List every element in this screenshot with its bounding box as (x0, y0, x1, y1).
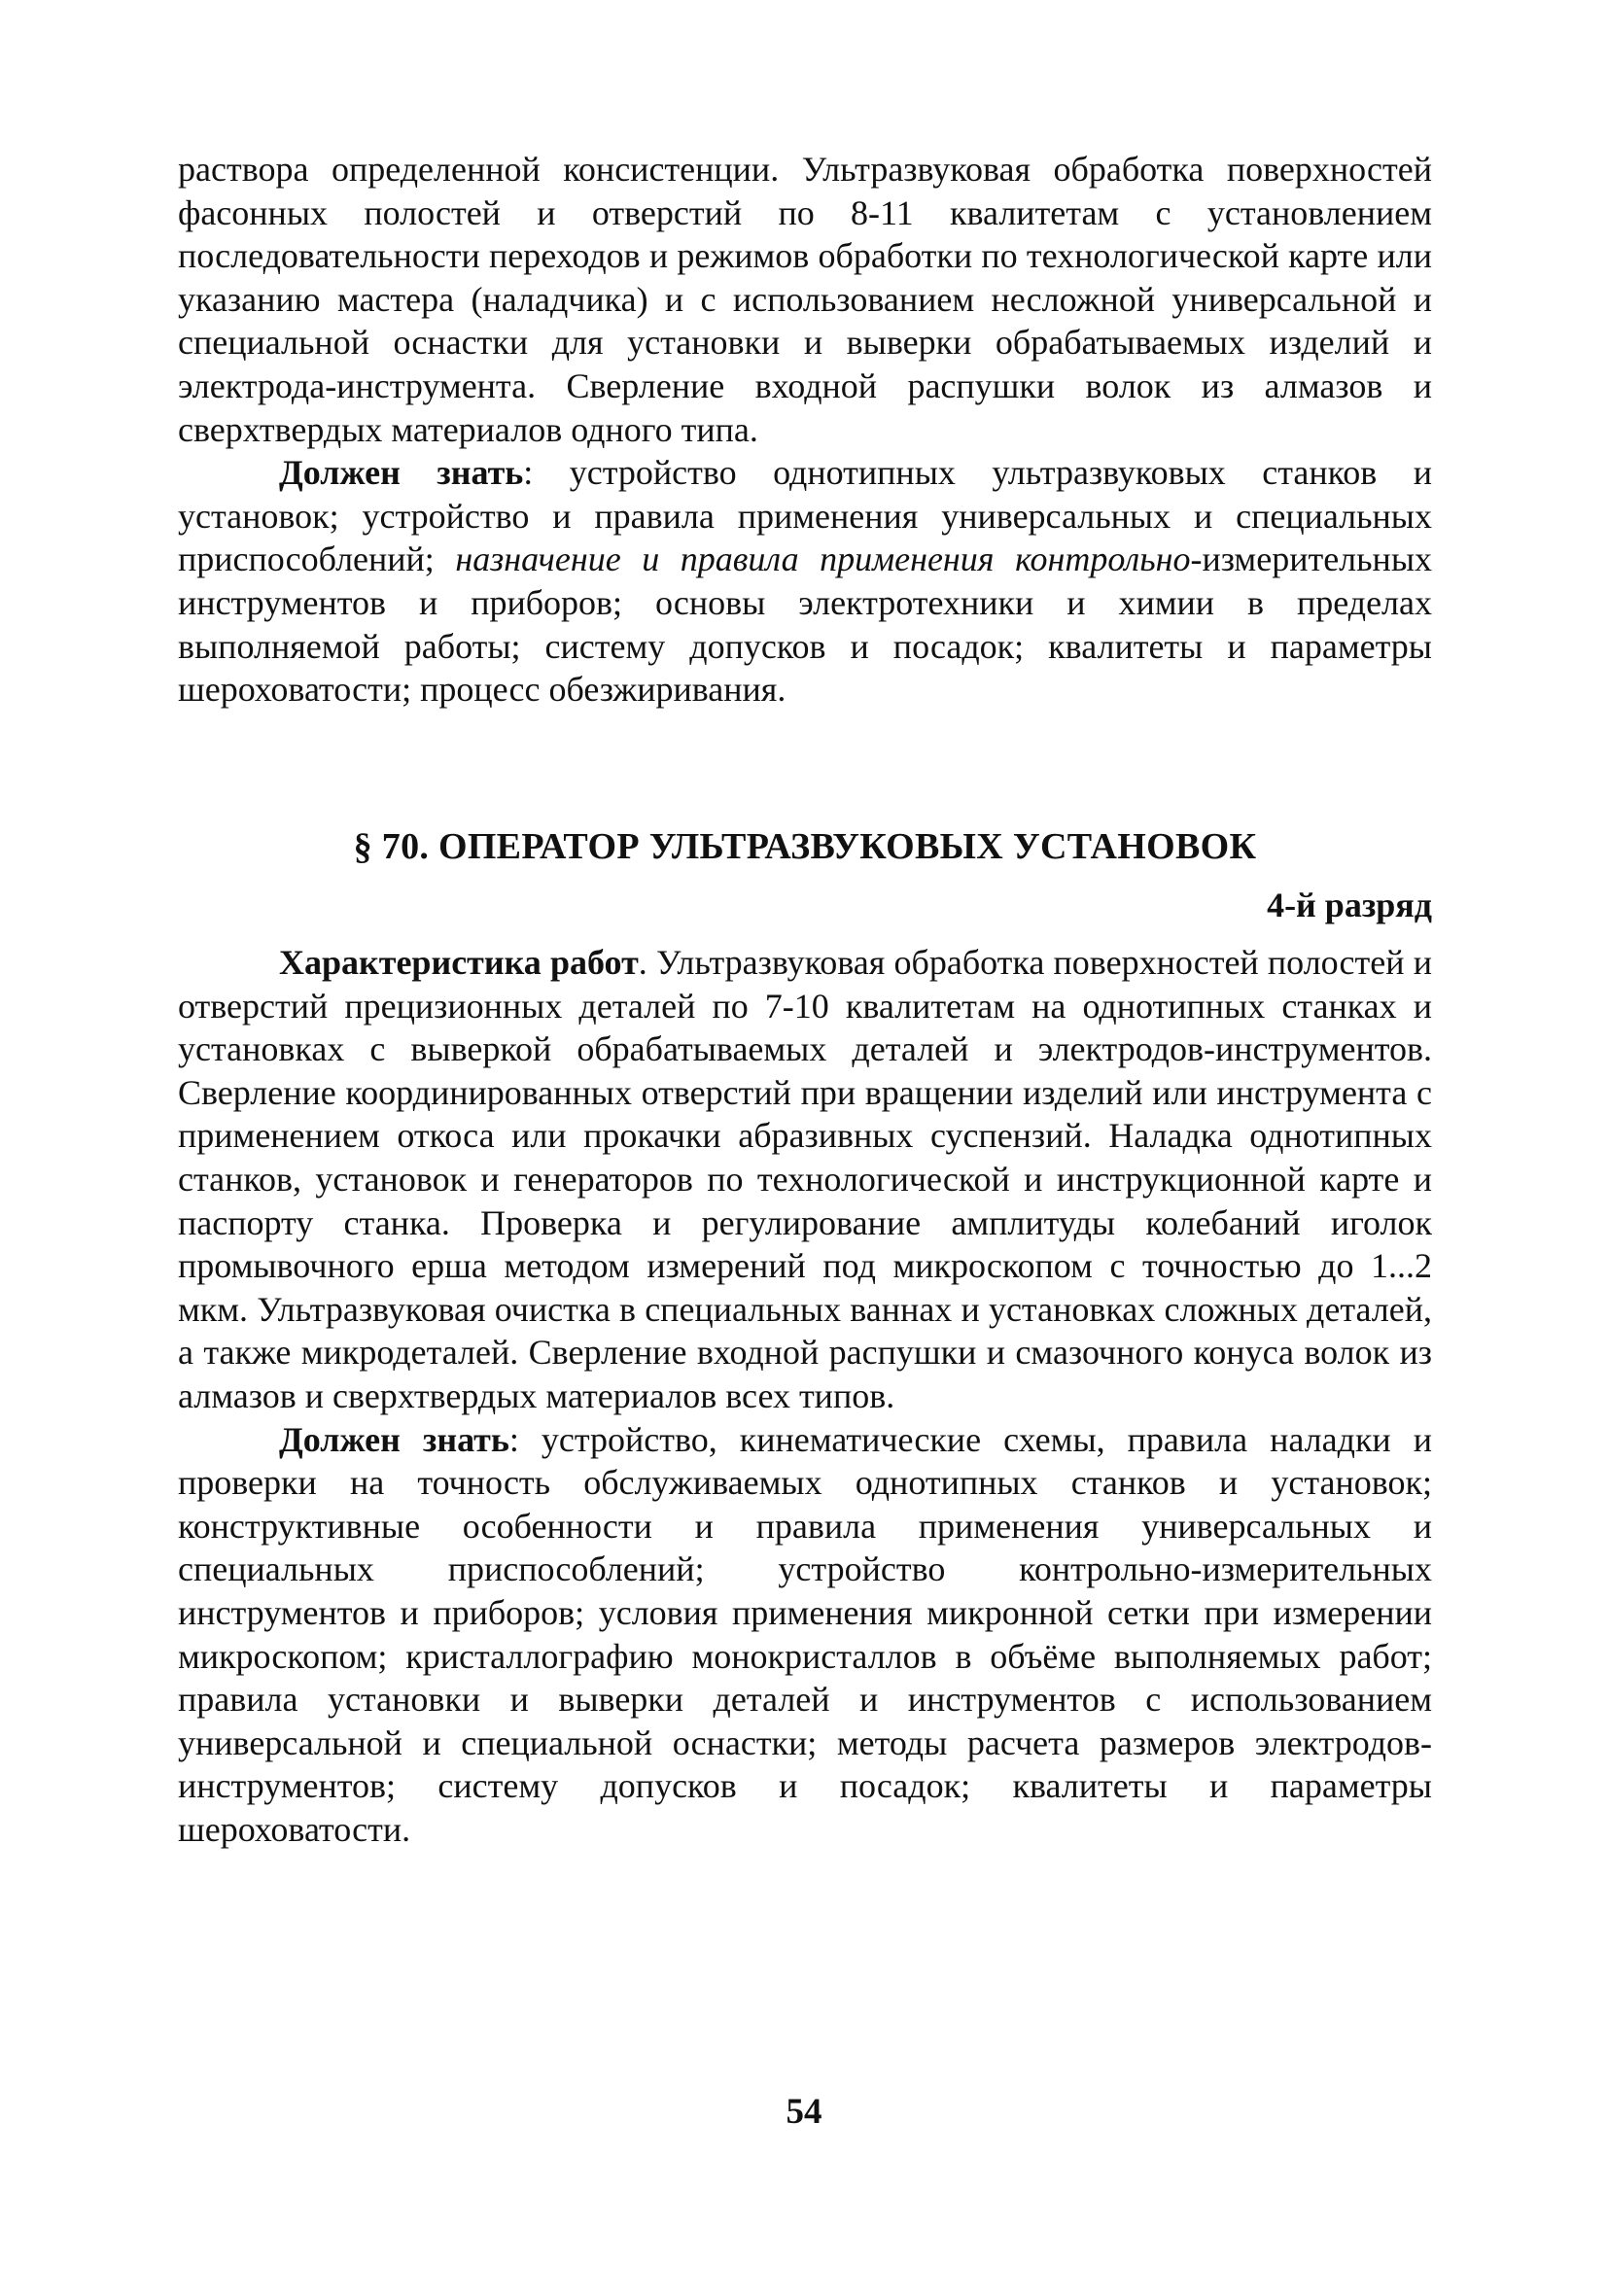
section-heading: § 70. ОПЕРАТОР УЛЬТРАЗВУКОВЫХ УСТАНОВОК (353, 826, 1257, 867)
page-number: 54 (786, 2092, 822, 2132)
knowledge-text-italic: назначение и правила применения контрольно- (455, 539, 1203, 579)
top-text-block (178, 148, 1432, 712)
knowledge-text-part-b: измерительных инструментов и приборов; основы электротехники и химии в пределах выполняемой работы; систему допусков и посадок; квалитеты и параметры шероховатости; процесс обезжиривания. (178, 539, 1433, 710)
continuation-paragraph (178, 148, 1432, 451)
knowledge-text-part-a: : устройство однотипных ультразвуковых станков и установок; устройство и правила применения универсальных и специальных приспособлений; (178, 453, 1432, 579)
knowledge-label: Должен знать (279, 453, 524, 493)
characteristics-paragraph (178, 941, 1432, 1418)
grade-label: 4-й разряд (1267, 886, 1432, 924)
characteristics-text: . Ультразвуковая обработка поверхностей полостей и отверстий прецизионных деталей по 7-10 квалитетам на однотипных станках и установках с выверкой обрабатываемых деталей и электродов-инструментов. Сверление координированных отверстий при вращении изделий или инструмента с применением откоса или прокачки абразивных суспензий. Наладка однотипных станков, установок и генераторов по технологической и инструкционной карте и паспорту станка. Проверка и регулирование амплитуды колебаний иголок промывочного ерша методом измерений под микроскопом с точностью до 1...2 мкм. Ультразвуковая очистка в специальных ваннах и установках сложных деталей, а также микродеталей. Сверление входной распушки и смазочного конуса волок из алмазов и сверхтвердых материалов всех типов. (178, 943, 1433, 1415)
continuation-text: раствора определенной консистенции. Ультразвуковая обработка поверхностей фасонных полостей и отверстий по 8-11 квалитетам с установлением последовательности переходов и режимов обработки по технологической карте или указанию мастера (наладчика) и с использованием несложной универсальной и специальной оснастки для установки и выверки обрабатываемых изделий и электрода-инструмента. Сверление входной распушки волок из алмазов и сверхтвердых материалов одного типа. (178, 150, 1432, 449)
section-text-block (178, 941, 1432, 1851)
section-knowledge-label: Должен знать (279, 1419, 509, 1459)
characteristics-label: Характеристика работ (279, 943, 639, 982)
section-knowledge-text: : устройство, кинематические схемы, правила наладки и проверки на точность обслуживаемых однотипных станков и установок; конструктивные особенности и правила применения универсальных и специальных приспособлений; устройство контрольно-измерительных инструментов и приборов; условия применения микронной сетки при измерении микроскопом; кристаллографию монокристаллов в объёме выполняемых работ; правила установки и выверки деталей и инструментов с использованием универсальной и специальной оснастки; методы расчета размеров электродов-инструментов; систему допусков и посадок; квалитеты и параметры шероховатости. (178, 1419, 1432, 1849)
knowledge-paragraph-section (178, 1418, 1432, 1852)
knowledge-paragraph-top (178, 451, 1432, 712)
